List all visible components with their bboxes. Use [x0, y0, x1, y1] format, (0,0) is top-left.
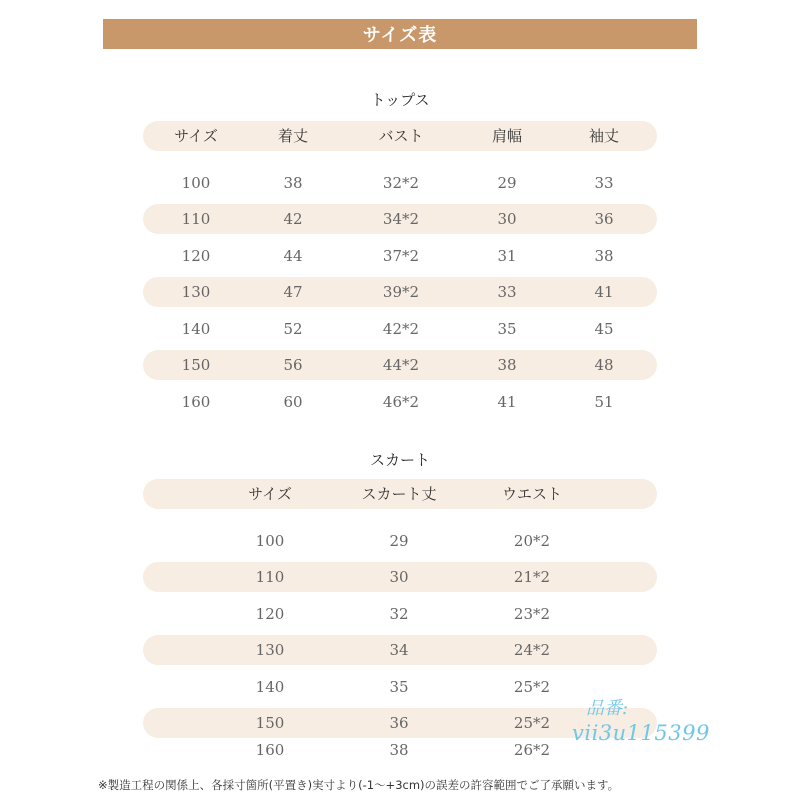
tops-table-row: [143, 241, 657, 271]
skirt-table-cell: 29: [389, 532, 409, 550]
skirt-table-cell: 38: [389, 741, 409, 759]
skirt-table-cell: 150: [255, 714, 285, 732]
skirt-table-cell: 30: [389, 568, 409, 586]
tops-table-cell: 48: [594, 356, 614, 374]
tops-header-cell: 袖丈: [588, 127, 620, 145]
skirt-table-cell: 23*2: [513, 605, 551, 623]
skirt-table-cell: 36: [389, 714, 409, 732]
skirt-table-row: [143, 526, 657, 556]
watermark-code: vii3u115399: [572, 721, 710, 745]
tops-table-cell: 47: [283, 283, 303, 301]
tops-header-cell: 肩幅: [491, 127, 523, 145]
tops-table-cell: 38: [497, 356, 517, 374]
skirt-table-cell: 160: [255, 741, 285, 759]
tops-table-cell: 42*2: [382, 320, 420, 338]
tops-table-cell: 52: [283, 320, 303, 338]
skirt-table-cell: 32: [389, 605, 409, 623]
banner-title: サイズ表: [362, 25, 438, 46]
skirt-table-row: [143, 635, 657, 665]
tops-table-cell: 110: [181, 210, 211, 228]
skirt-table-cell: 110: [255, 568, 285, 586]
footnote: ※製造工程の関係上、各採寸箇所(平置き)実寸より(-1〜+3cm)の誤差の許容範囲でご了承願います。: [98, 778, 620, 792]
tops-table-cell: 44*2: [382, 356, 420, 374]
product-code-watermark: [572, 697, 710, 745]
skirt-table-cell: 130: [255, 641, 285, 659]
tops-table-cell: 42: [283, 210, 303, 228]
skirt-header-cell: ウエスト: [501, 485, 563, 503]
skirt-table-cell: 34: [389, 641, 409, 659]
tops-table-cell: 100: [181, 174, 211, 192]
tops-table-row: [143, 204, 657, 234]
skirt-table-cell: 140: [255, 678, 285, 696]
skirt-table-cell: 20*2: [513, 532, 551, 550]
tops-table-cell: 31: [497, 247, 517, 265]
skirt-header-cell: スカート丈: [361, 485, 437, 503]
tops-table-cell: 29: [497, 174, 517, 192]
tops-table-row: [143, 314, 657, 344]
tops-header-cell: サイズ: [174, 127, 218, 145]
tops-table-cell: 38: [594, 247, 614, 265]
tops-table-cell: 33: [594, 174, 614, 192]
tops-table-cell: 39*2: [382, 283, 420, 301]
tops-table-cell: 56: [283, 356, 303, 374]
tops-header-cell: バスト: [378, 127, 424, 145]
skirt-section-title: スカート: [369, 451, 430, 469]
tops-table-cell: 120: [181, 247, 211, 265]
watermark-label: 品番:: [586, 698, 629, 719]
tops-table-cell: 37*2: [382, 247, 420, 265]
tops-table-cell: 160: [181, 393, 211, 411]
tops-table-row: [143, 350, 657, 380]
skirt-header-row: [143, 479, 657, 509]
skirt-table-cell: 25*2: [513, 678, 551, 696]
tops-table-row: [143, 387, 657, 417]
tops-table-cell: 38: [283, 174, 303, 192]
skirt-table-row: [143, 562, 657, 592]
tops-table-cell: 33: [497, 283, 517, 301]
tops-table-cell: 30: [497, 210, 517, 228]
skirt-table-cell: 21*2: [513, 568, 551, 586]
tops-table-cell: 60: [283, 393, 303, 411]
tops-table-cell: 32*2: [382, 174, 420, 192]
skirt-header-cell: サイズ: [248, 485, 292, 503]
tops-table-cell: 36: [594, 210, 614, 228]
tops-table-cell: 41: [497, 393, 517, 411]
tops-table-cell: 150: [181, 356, 211, 374]
skirt-table-cell: 24*2: [513, 641, 551, 659]
tops-table-cell: 140: [181, 320, 211, 338]
skirt-table-cell: 120: [255, 605, 285, 623]
tops-table-cell: 34*2: [382, 210, 420, 228]
tops-table-cell: 51: [594, 393, 614, 411]
tops-table-cell: 46*2: [382, 393, 420, 411]
tops-table-cell: 130: [181, 283, 211, 301]
tops-table-cell: 44: [283, 247, 303, 265]
size-chart-banner: [103, 19, 697, 49]
skirt-table-cell: 26*2: [513, 741, 551, 759]
tops-table-cell: 35: [497, 320, 517, 338]
skirt-table-cell: 35: [389, 678, 409, 696]
tops-section-title: トップス: [370, 91, 430, 109]
tops-table-row: [143, 277, 657, 307]
tops-table-cell: 45: [594, 320, 614, 338]
skirt-table-row: [143, 599, 657, 629]
tops-header-cell: 着丈: [277, 127, 309, 145]
tops-header-row: [143, 121, 657, 151]
skirt-table-cell: 100: [255, 532, 285, 550]
tops-table-cell: 41: [594, 283, 614, 301]
skirt-table-cell: 25*2: [513, 714, 551, 732]
tops-table-row: [143, 168, 657, 198]
